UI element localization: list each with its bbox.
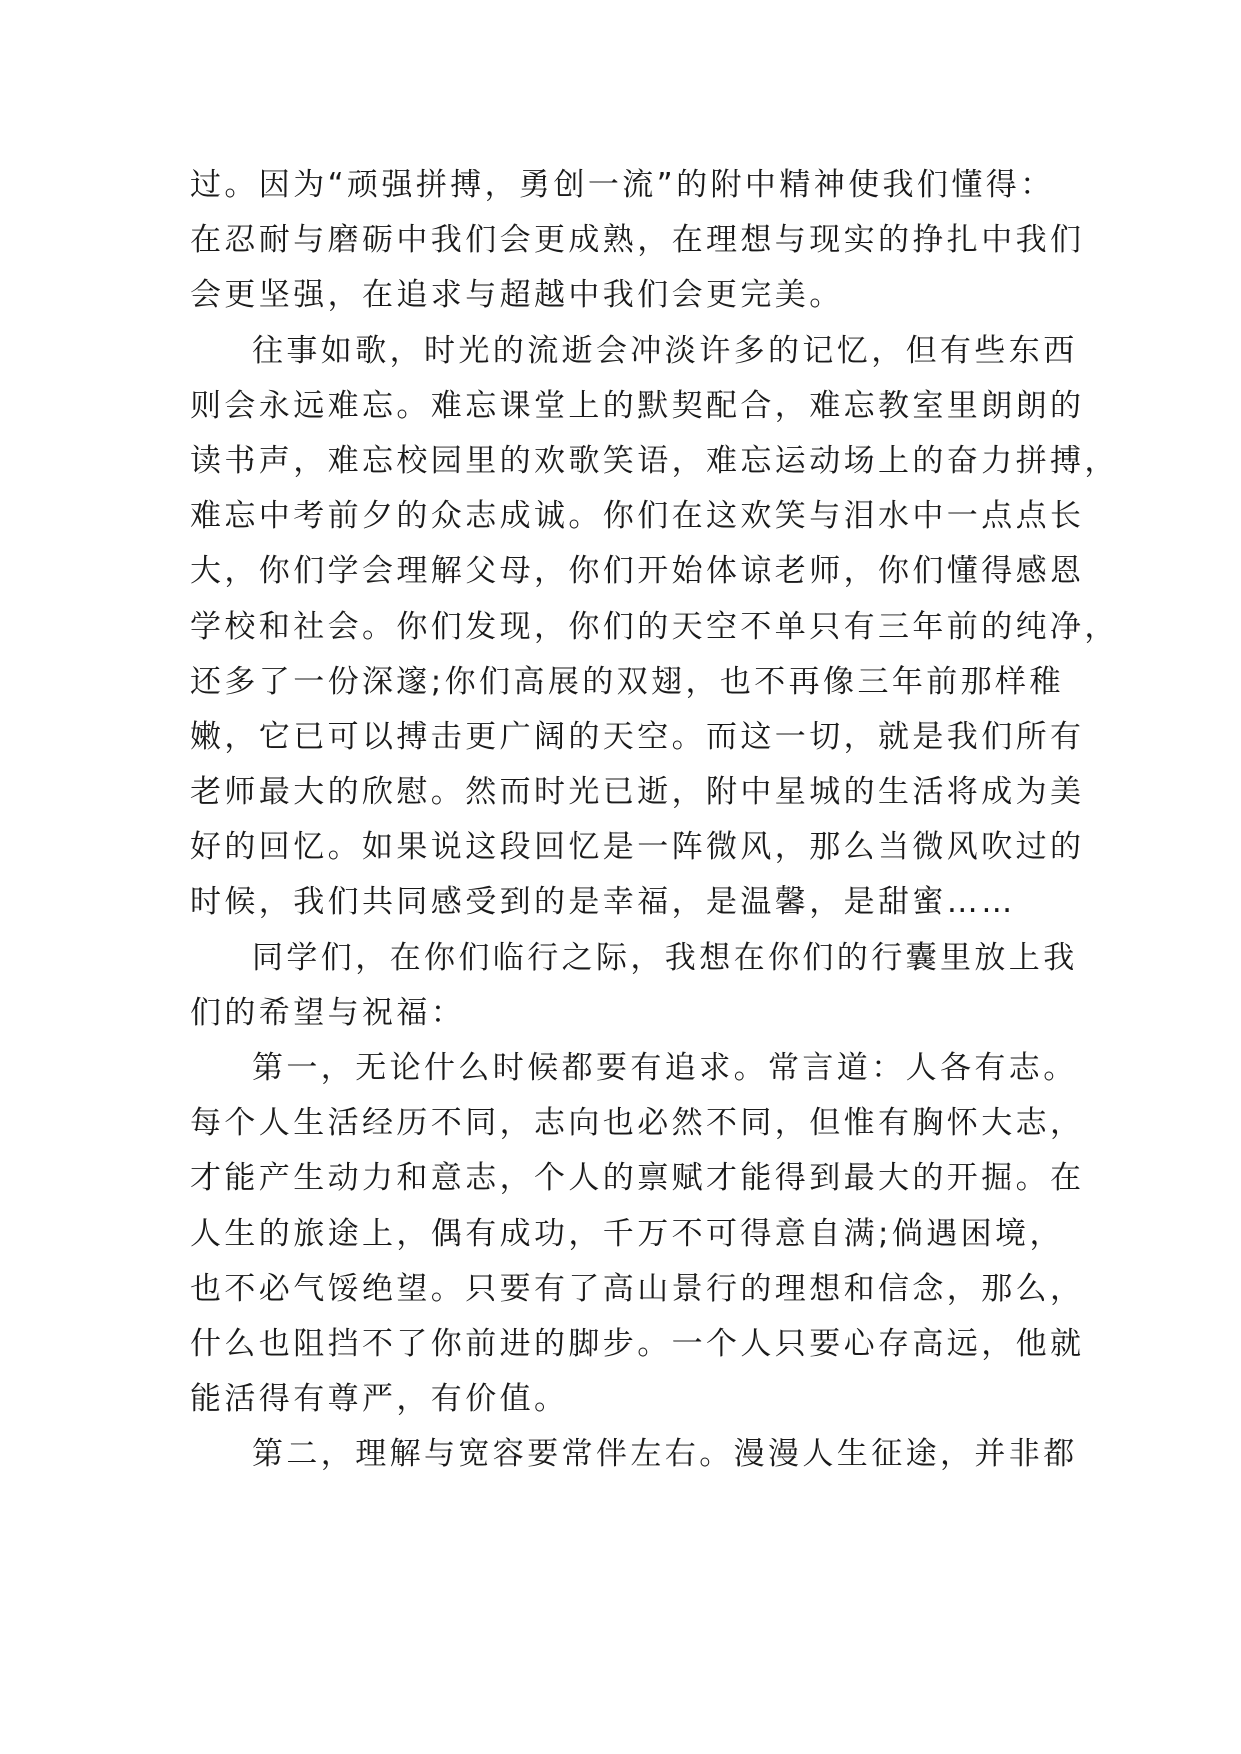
text-line: 还多了一份深邃;你们高展的双翅，也不再像三年前那样稚	[190, 663, 1064, 700]
paragraph-start-line: 往事如歌，时光的流逝会冲淡许多的记忆，但有些东西	[252, 332, 1078, 369]
text-line: 大，你们学会理解父母，你们开始体谅老师，你们懂得感恩	[190, 553, 1085, 590]
text-line: 学校和社会。你们发现，你们的天空不单只有三年前的纯净，	[190, 608, 1119, 645]
text-line: 时候，我们共同感受到的是幸福，是温馨，是甜蜜……	[190, 884, 1016, 921]
text-line: 们的希望与祝福：	[190, 994, 466, 1031]
text-line: 嫩，它已可以搏击更广阔的天空。而这一切，就是我们所有	[190, 718, 1085, 755]
text-line: 读书声，难忘校园里的欢歌笑语，难忘运动场上的奋力拼搏，	[190, 442, 1119, 479]
body-text	[190, 158, 1119, 1483]
text-line: 什么也阻挡不了你前进的脚步。一个人只要心存高远，他就	[190, 1325, 1085, 1362]
text-line: 每个人生活经历不同，志向也必然不同，但惟有胸怀大志，	[190, 1105, 1085, 1142]
text-line: 过。因为“顽强拼搏，勇创一流”的附中精神使我们懂得：	[190, 167, 1055, 203]
text-line: 则会永远难忘。难忘课堂上的默契配合，难忘教室里朗朗的	[190, 387, 1085, 424]
paragraph-start-line: 第二，理解与宽容要常伴左右。漫漫人生征途，并非都	[252, 1436, 1078, 1473]
text-line: 能活得有尊严，有价值。	[190, 1381, 569, 1418]
text-line: 好的回忆。如果说这段回忆是一阵微风，那么当微风吹过的	[190, 829, 1085, 866]
paragraph-start-line: 第一，无论什么时候都要有追求。常言道：人各有志。	[252, 1050, 1078, 1086]
paragraph-start-line: 同学们，在你们临行之际，我想在你们的行囊里放上我	[252, 939, 1078, 976]
text-line: 老师最大的欣慰。然而时光已逝，附中星城的生活将成为美	[190, 774, 1085, 811]
text-line: 才能产生动力和意志，个人的禀赋才能得到最大的开掘。在	[190, 1160, 1085, 1197]
text-line: 在忍耐与磨砺中我们会更成熟，在理想与现实的挣扎中我们	[190, 222, 1085, 259]
text-line: 难忘中考前夕的众志成诚。你们在这欢笑与泪水中一点点长	[190, 498, 1085, 535]
text-line: 会更坚强，在追求与超越中我们会更完美。	[190, 277, 844, 314]
text-line: 人生的旅途上，偶有成功，千万不可得意自满;倘遇困境，	[190, 1215, 1064, 1252]
text-line: 也不必气馁绝望。只要有了高山景行的理想和信念，那么，	[190, 1270, 1085, 1307]
